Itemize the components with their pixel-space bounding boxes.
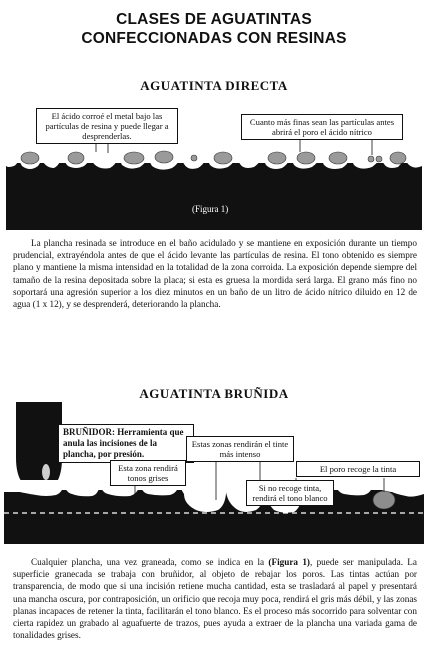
callout-burnisher: BRUÑIDOR: Herramienta que anula las incisiones de la plancha, por presión. xyxy=(58,424,194,463)
page-title-line2: CONFECCIONADAS CON RESINAS xyxy=(81,30,347,47)
section-brunida-title: AGUATINTA BRUÑIDA xyxy=(139,386,289,401)
section-directa-title: AGUATINTA DIRECTA xyxy=(140,78,288,93)
callout-acid-corrodes: El ácido corroé el metal bajo las partículas de resina y puede llegar a desprenderlas. xyxy=(36,108,178,144)
callout-no-ink-white: Si no recoge tinta, rendirá el tono blanco xyxy=(246,480,334,506)
paragraph-brunida-start: Cualquier plancha, una vez graneada, como se indica en la xyxy=(31,557,269,567)
paragraph-directa xyxy=(13,237,417,310)
page-title-line1: CLASES DE AGUATINTAS xyxy=(116,11,312,28)
callout-finer-particles: Cuanto más finas sean las partículas antes abrirá el poro el ácido nítrico xyxy=(241,114,403,140)
figure-1-reference: (Figura 1) xyxy=(268,557,310,567)
paragraph-brunida xyxy=(13,556,417,641)
callout-pore-ink: El poro recoge la tinta xyxy=(296,461,420,477)
callout-intense-tint: Estas zonas rendirán el tinte más intenso xyxy=(186,436,294,462)
paragraph-directa-text: La plancha resinada se introduce en el baño acidulado y se mantiene en exposición durante un tiempo prudencial, extrayéndola antes de que el ácido levante las partículas de resina. El tono obtenido es siempre plano y mantiene la misma intensidad en la totalidad de la zona corroida. La exposición depende siempre del tamaño de la resina depositada sobre la placa; si esta es gruesa la mordida será larga. El grano más fino no soportará una agresión superior a los diez minutos en un baño de un litro de ácido nítrico diluido en 12 de agua (1 x 12), y se desprenderá, deteriorando la plancha. xyxy=(13,238,417,310)
paragraph-brunida-end: , puede ser manipulada. La superficie granecada se trabaja con bruñidor, al objeto de rebajar los poros. Las tintas actúan por transparencia, de modo que si una incisión retiene mucha cantidad, esta se trasladará al papel y presentará una mancha oscura, por contraposición, un orificio que recoja muy poca, rendirá el gris más débil, y las zonas planas incapaces de retener la tinta, facilitarán el tono blanco. Es el proceso más socorrido para solventar con cierta rapidez un grabado al aguafuerte de trazos, pues ayuda a extraer de la plancha una variada gama de tonalidades grises. xyxy=(13,557,417,641)
figure-1-label: (Figura 1) xyxy=(192,204,229,214)
callout-grey-tones: Esta zona rendirá tonos grises xyxy=(110,460,186,486)
